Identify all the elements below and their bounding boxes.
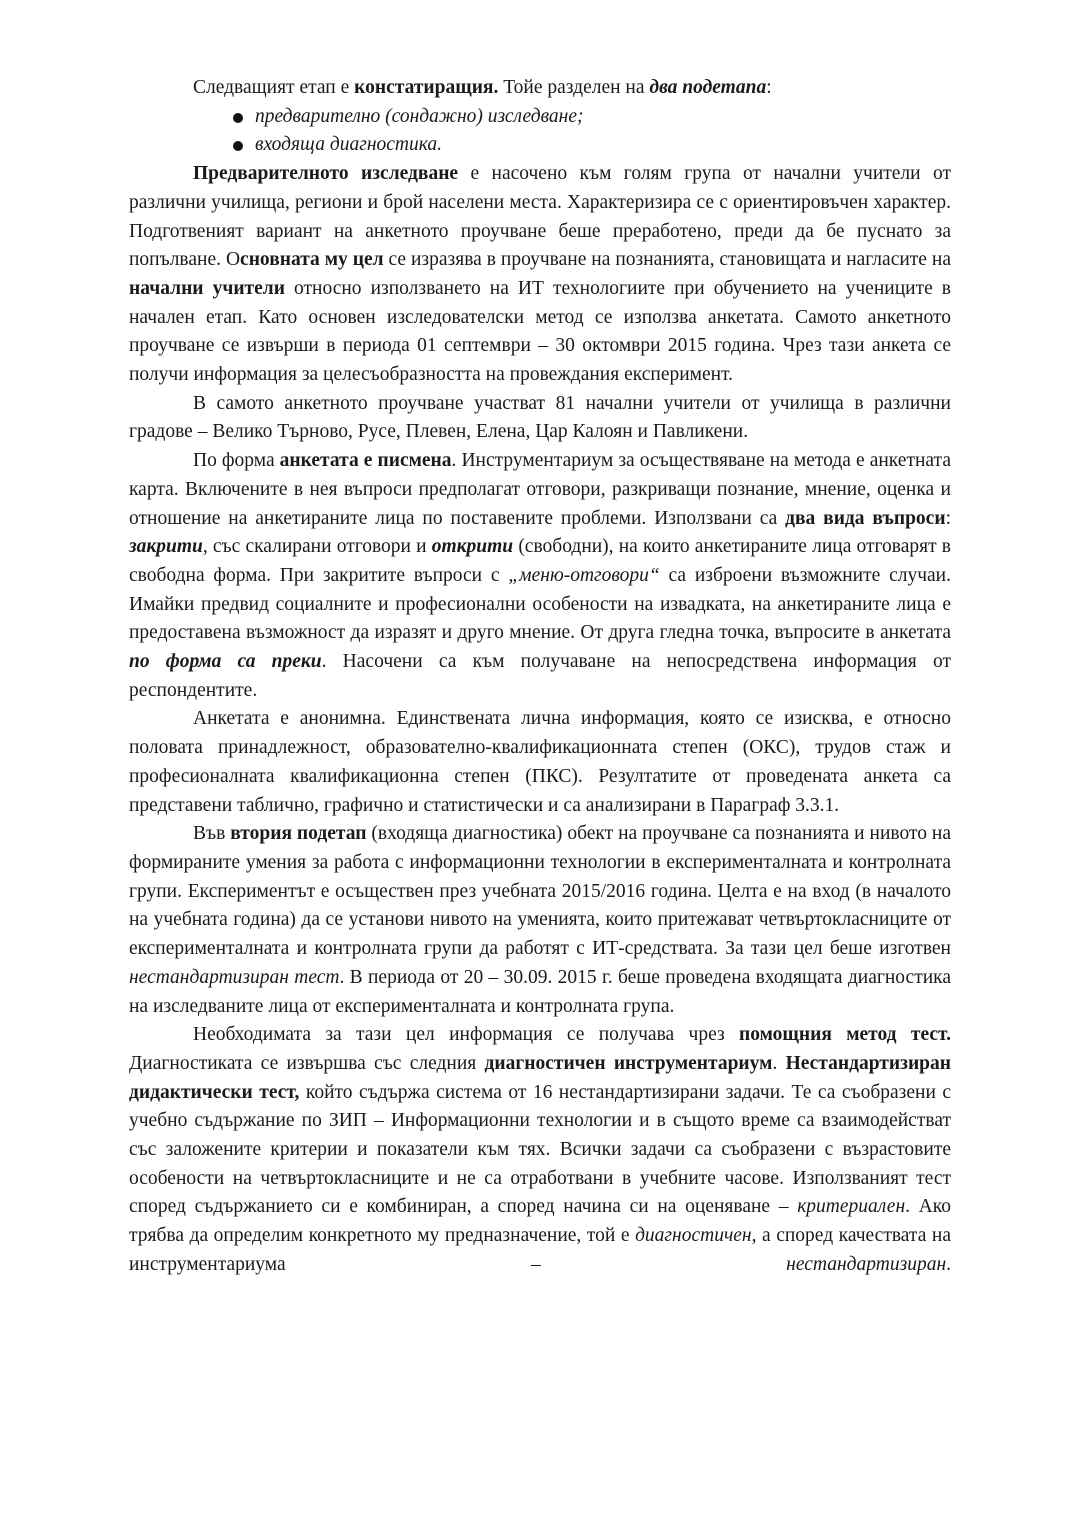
paragraph-preliminary-study: Предварителното изследване е насочено към голям група от начални учители от различни училища, региони и брой населени места. Характеризира се с ориентировъчен характер. Подготвеният вариант на анкетното проучване беше преработено, преди да бе пуснато за попълване. Основната му цел се изразява в проучване на познанията, становищата и нагласите на начални учители относно използването на ИТ технологиите при обучението на учениците в начален етап. Като основен изследователски метод се използва анкетата. Самото анкетното проучване се извърши в периода 01 септември – 30 октомври 2015 година. Чрез тази анкета се получи информация за целесъобразността на провеждания експеримент. xyxy=(129,163,951,386)
bullet-icon xyxy=(233,113,243,123)
paragraph-anonymity: Анкетата е анонимна. Единствената лична информация, която се изисква, е относно половата принадлежност, образователно-квалификационната степен (ОКС), трудов стаж и професионалната квалификационна степен (ПКС). Резултатите от проведената анкета са представени таблично, графично и статистически и са анализирани в Параграф 3.3.1. xyxy=(129,708,951,816)
paragraph-participants: В самото анкетното проучване участват 81 начални учители от училища в различни градове – Велико Търново, Русе, Плевен, Елена, Цар Калоян и Павликени. xyxy=(129,392,951,443)
paragraph-test-method: Необходимата за тази цел информация се получава чрез помощния метод тест. Диагностиката се извършва със следния диагностичен инструментариум. Нестандартизиран дидактически тест, който съдържа система от 16 нестандартизирани задачи. Те са съобразени с учебно съдържание по ЗИП – Информационни технологии и в същото време са взаимодействат със заложените критерии и показатели към тях. Всички задачи са съобразени с възрастовите особености на четвъртокласниците и не са отработвани в учебните часове. Използваният тест според съдържанието си е комбиниран, а според начина си на оценяване – критериален. Ако трябва да определим конкретното му предназначение, той е диагностичен, а според качествата на инструментариума – нестандартизиран. xyxy=(129,1024,952,1275)
list-item: входяща диагностика. xyxy=(231,131,951,160)
substage-list xyxy=(129,103,951,160)
paragraph-second-substage: Във втория подетап (входяща диагностика) обект на проучване са познанията и нивото на формираните умения за работа с информационни технологии в експерименталната и контролната групи. Експериментът е осъществен през учебната 2015/2016 година. Целта е на вход (в началото на учебната година) да се установи нивото на уменията, които притежават четвъртокласниците от експерименталната и контролната групи да работят с ИТ-средствата. За тази цел беше изготвен нестандартизиран тест. В периода от 20 – 30.09. 2015 г. беше проведена входящата диагностика на изследваните лица от експерименталната и контролната група. xyxy=(129,823,952,1017)
bullet-icon xyxy=(233,141,243,151)
list-item: предварително (сондажно) изследване; xyxy=(231,103,951,132)
paragraph-survey-form: По форма анкетата е писмена. Инструментариум за осъществяване на метода е анкетната карта. Включените в нея въпроси предполагат отговори, разкриващи познание, мнение, оценка и отношение на анкетираните лица по поставените проблеми. Използвани са два вида въпроси: закрити, със скалирани отговори и открити (свободни), на които анкетираните лица отговарят в свободна форма. При закритите въпроси с „меню-отговори“ са изброени възможните случаи. Имайки предвид социалните и професионални особености на извадката, на анкетираните лица е предоставена възможност да изразят и друго мнение. От друга гледна точка, въпросите в анкетата по форма са преки. Насочени са към получаване на непосредствена информация от респондентите. xyxy=(129,450,951,701)
paragraph-stage-intro: Следващият етап е констатиращия. Тойе разделен на два подетапа: xyxy=(193,77,772,98)
